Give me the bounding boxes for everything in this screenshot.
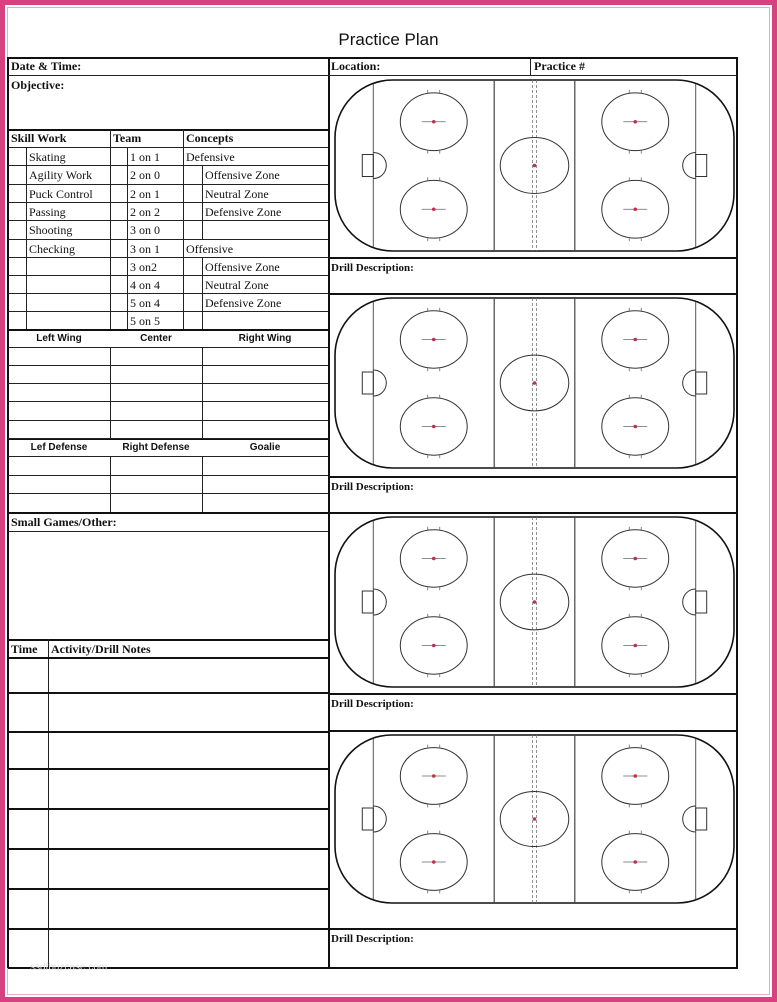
concept-group-label: Offensive xyxy=(186,242,234,256)
skills-row-line xyxy=(8,275,328,276)
team-header: Team xyxy=(113,131,142,145)
skills-col-divider-2 xyxy=(183,129,184,329)
drill-description-label: Drill Description: xyxy=(331,262,414,274)
time-cell[interactable] xyxy=(10,660,46,691)
drill-divider xyxy=(329,476,737,478)
schedule-row-line xyxy=(8,768,328,770)
team-item: 3 on 1 xyxy=(130,242,160,256)
activity-notes-cell[interactable] xyxy=(51,771,326,807)
hockey-rink-diagram[interactable] xyxy=(333,296,736,470)
concept-item: Offensive Zone xyxy=(205,168,280,182)
drill-block-bottom xyxy=(329,512,737,514)
faceoff-dot xyxy=(432,860,436,864)
left-wing-cell[interactable] xyxy=(10,366,108,382)
skill-checkbox[interactable] xyxy=(9,241,24,255)
team-checkbox[interactable] xyxy=(111,277,126,291)
schedule-row-line xyxy=(8,692,328,694)
center-dot xyxy=(533,600,537,604)
schedule-col-divider xyxy=(48,639,49,967)
team-item: 2 on 0 xyxy=(130,168,160,182)
left-defense-cell[interactable] xyxy=(10,476,108,492)
concept-checkbox[interactable] xyxy=(185,277,201,291)
concept-checkbox[interactable] xyxy=(185,222,201,237)
skill-checkbox[interactable] xyxy=(9,149,24,163)
time-cell[interactable] xyxy=(10,734,46,767)
defense-col-2 xyxy=(202,456,203,512)
small-games-label: Small Games/Other: xyxy=(11,515,117,529)
watermark: ssdfbuzcase.com xyxy=(30,962,108,973)
team-item: 2 on 2 xyxy=(130,205,160,219)
schedule-row-line xyxy=(8,888,328,890)
right-wing-cell[interactable] xyxy=(204,384,326,400)
small-games-divider xyxy=(8,531,328,532)
left-wing-cell[interactable] xyxy=(10,384,108,400)
activity-notes-cell[interactable] xyxy=(51,851,326,887)
team-item: 5 on 4 xyxy=(130,296,160,310)
practice-divider xyxy=(530,57,531,75)
faceoff-dot xyxy=(432,557,436,561)
faceoff-dot xyxy=(633,644,637,648)
left-wing-cell[interactable] xyxy=(10,402,108,418)
skills-checkbox-col-1 xyxy=(26,147,27,329)
team-checkbox[interactable] xyxy=(111,186,126,200)
faceoff-dot xyxy=(633,425,637,429)
schedule-row-line xyxy=(8,848,328,850)
left-wing-cell[interactable] xyxy=(10,421,108,437)
schedule-row-line xyxy=(8,808,328,810)
forwards-row-line xyxy=(8,438,328,439)
skills-row-line xyxy=(8,220,328,221)
center-cell[interactable] xyxy=(112,384,200,400)
faceoff-dot xyxy=(432,425,436,429)
team-checkbox[interactable] xyxy=(111,313,126,327)
activity-notes-cell[interactable] xyxy=(51,660,326,691)
center-dot xyxy=(533,817,537,821)
center-cell[interactable] xyxy=(112,402,200,418)
hockey-rink-diagram[interactable] xyxy=(333,515,736,689)
goalie-header: Goalie xyxy=(249,442,281,453)
left-defense-header: Lef Defense xyxy=(30,442,88,453)
concept-checkbox[interactable] xyxy=(185,186,201,200)
team-checkbox[interactable] xyxy=(111,222,126,237)
drill-description-label: Drill Description: xyxy=(331,933,414,945)
concept-item: Offensive Zone xyxy=(205,260,280,274)
practice-number-field[interactable]: Practice # xyxy=(534,59,585,73)
center-dot xyxy=(533,381,537,385)
center-cell[interactable] xyxy=(112,348,200,364)
center-cell[interactable] xyxy=(112,366,200,382)
skill-checkbox[interactable] xyxy=(9,222,24,237)
skills-row-line xyxy=(8,257,328,258)
concept-item: Neutral Zone xyxy=(205,278,269,292)
skills-row-line xyxy=(8,311,328,312)
skill-work-item: Checking xyxy=(29,242,75,256)
concept-checkbox[interactable] xyxy=(185,167,201,182)
faceoff-dot xyxy=(633,120,637,124)
skill-checkbox[interactable] xyxy=(9,167,24,182)
drill-description-label: Drill Description: xyxy=(331,481,414,493)
team-item: 1 on 1 xyxy=(130,150,160,164)
faceoff-dot xyxy=(432,338,436,342)
faceoff-dot xyxy=(633,557,637,561)
team-checkbox[interactable] xyxy=(111,295,126,309)
concept-checkbox[interactable] xyxy=(185,259,201,273)
forwards-col-1 xyxy=(110,347,111,438)
small-games-top xyxy=(8,512,328,514)
faceoff-dot xyxy=(633,338,637,342)
team-item: 2 on 1 xyxy=(130,187,160,201)
concept-group-label: Defensive xyxy=(186,150,235,164)
drill-description-field[interactable] xyxy=(331,946,734,965)
right-wing-header: Right Wing xyxy=(238,333,292,344)
left-wing-cell[interactable] xyxy=(10,348,108,364)
left-defense-cell[interactable] xyxy=(10,494,108,510)
time-header: Time xyxy=(11,642,38,656)
faceoff-dot xyxy=(432,774,436,778)
drill-block-bottom xyxy=(329,730,737,732)
center-cell[interactable] xyxy=(112,421,200,437)
skill-work-item: Puck Control xyxy=(29,187,93,201)
activity-notes-cell[interactable] xyxy=(51,931,326,966)
team-item: 3 on 0 xyxy=(130,223,160,237)
activity-notes-cell[interactable] xyxy=(51,891,326,927)
skills-row-line xyxy=(8,165,328,166)
time-cell[interactable] xyxy=(10,695,46,730)
activity-notes-cell[interactable] xyxy=(51,811,326,847)
drill-description-label: Drill Description: xyxy=(331,698,414,710)
left-wing-header: Left Wing xyxy=(36,333,82,344)
goalie-cell[interactable] xyxy=(204,457,326,473)
skill-checkbox[interactable] xyxy=(9,295,24,309)
schedule-top xyxy=(8,639,328,641)
right-wing-cell[interactable] xyxy=(204,421,326,437)
skills-row-line xyxy=(8,202,328,203)
concept-item: Neutral Zone xyxy=(205,187,269,201)
center-header: Center xyxy=(140,333,172,344)
faceoff-dot xyxy=(432,120,436,124)
skill-work-item: Agility Work xyxy=(29,168,93,182)
drill-block-bottom xyxy=(329,293,737,295)
drill-description-field[interactable] xyxy=(331,711,734,728)
defense-col-1 xyxy=(110,456,111,512)
forwards-table-top xyxy=(8,329,328,331)
schedule-row-line xyxy=(8,731,328,733)
team-checkbox[interactable] xyxy=(111,241,126,255)
right-wing-cell[interactable] xyxy=(204,366,326,382)
schedule-row-line xyxy=(8,657,328,659)
faceoff-dot xyxy=(432,644,436,648)
left-defense-cell[interactable] xyxy=(10,457,108,473)
drill-divider xyxy=(329,693,737,695)
faceoff-dot xyxy=(633,774,637,778)
right-defense-cell[interactable] xyxy=(112,457,200,473)
time-cell[interactable] xyxy=(10,771,46,807)
time-cell[interactable] xyxy=(10,931,46,966)
date-time-field[interactable]: Date & Time: xyxy=(11,59,82,73)
page-title: Practice Plan xyxy=(338,30,439,49)
team-checkbox[interactable] xyxy=(111,204,126,218)
time-cell[interactable] xyxy=(10,811,46,847)
concept-item: Defensive Zone xyxy=(205,205,282,219)
team-checkbox[interactable] xyxy=(111,149,126,163)
skill-checkbox[interactable] xyxy=(9,186,24,200)
skills-checkbox-col-2 xyxy=(127,147,128,329)
concept-checkbox[interactable] xyxy=(185,204,201,218)
faceoff-dot xyxy=(633,860,637,864)
time-cell[interactable] xyxy=(10,891,46,927)
team-checkbox[interactable] xyxy=(111,167,126,182)
center-dot xyxy=(533,164,537,168)
skills-header-divider xyxy=(8,147,328,148)
header-row-divider xyxy=(8,75,737,76)
skills-row-line xyxy=(8,184,328,185)
concept-checkbox[interactable] xyxy=(185,313,201,327)
goalie-cell[interactable] xyxy=(204,476,326,492)
table-bottom-border xyxy=(8,967,738,969)
objective-field[interactable]: Objective: xyxy=(11,78,65,92)
faceoff-dot xyxy=(432,207,436,211)
goalie-cell[interactable] xyxy=(204,494,326,510)
activity-notes-cell[interactable] xyxy=(51,734,326,767)
small-games-area[interactable] xyxy=(10,533,326,638)
drill-description-field[interactable] xyxy=(331,494,734,510)
concept-item: Defensive Zone xyxy=(205,296,282,310)
schedule-row-line xyxy=(8,928,328,930)
drill-divider xyxy=(329,928,737,930)
concepts-header: Concepts xyxy=(186,131,234,145)
time-cell[interactable] xyxy=(10,851,46,887)
drill-description-field[interactable] xyxy=(331,275,734,291)
faceoff-dot xyxy=(633,207,637,211)
forwards-col-2 xyxy=(202,347,203,438)
skill-work-header: Skill Work xyxy=(11,131,67,145)
skills-row-line xyxy=(8,293,328,294)
hockey-rink-diagram[interactable] xyxy=(333,78,736,253)
activity-notes-header: Activity/Drill Notes xyxy=(51,642,151,656)
right-defense-cell[interactable] xyxy=(112,476,200,492)
concept-checkbox[interactable] xyxy=(185,295,201,309)
hockey-rink-diagram[interactable] xyxy=(333,733,736,905)
right-defense-header: Right Defense xyxy=(122,442,190,453)
right-wing-cell[interactable] xyxy=(204,402,326,418)
right-wing-cell[interactable] xyxy=(204,348,326,364)
skill-work-item: Shooting xyxy=(29,223,73,237)
location-field[interactable]: Location: xyxy=(331,59,381,73)
team-item: 5 on 5 xyxy=(130,314,160,328)
skill-work-item: Skating xyxy=(29,150,66,164)
skill-checkbox[interactable] xyxy=(9,259,24,273)
team-item: 3 on2 xyxy=(130,260,157,274)
team-checkbox[interactable] xyxy=(111,259,126,273)
right-defense-cell[interactable] xyxy=(112,494,200,510)
activity-notes-cell[interactable] xyxy=(51,695,326,730)
skills-row-line xyxy=(8,239,328,240)
skill-work-item: Passing xyxy=(29,205,66,219)
skill-checkbox[interactable] xyxy=(9,277,24,291)
skill-checkbox[interactable] xyxy=(9,204,24,218)
skill-checkbox[interactable] xyxy=(9,313,24,327)
team-item: 4 on 4 xyxy=(130,278,160,292)
drill-divider xyxy=(329,257,737,259)
